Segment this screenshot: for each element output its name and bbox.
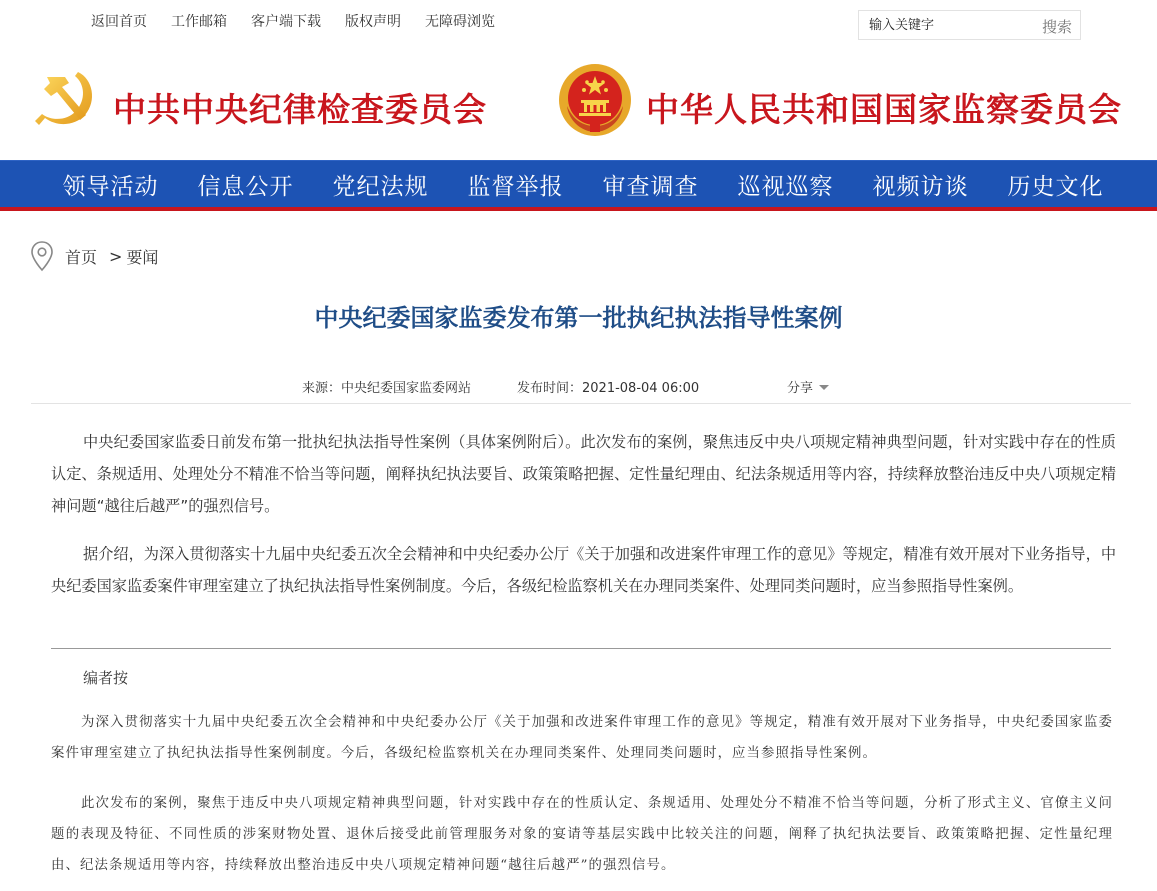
top-links [91,11,519,31]
share-label: 分享 [787,381,814,396]
search-input[interactable] [860,12,1030,38]
article-time: 发布时间：2021-08-04 06:00 [517,381,700,396]
nav-item-investigation[interactable]: 审查调查 [602,174,699,200]
breadcrumb-current[interactable]: 要闻 [126,247,159,267]
article-title: 中央纪委国家监委发布第一批执纪执法指导性案例 [314,304,843,332]
article-meta [0,376,1157,396]
article-paragraph-2: 据介绍，为深入贯彻落实十九届中央纪委五次全会精神和中央纪委办公厅《关于加强和改进案件审理工作的意见》等规定，精准有效开展对下业务指导，中央纪委国家监委案件审理室建立了执纪执法指导性案例制度。今后，各级纪检监察机关在办理同类案件、处理同类问题时，应当参照指导性案例。 [51,545,1116,595]
meta-divider [31,403,1131,404]
breadcrumb [29,240,158,272]
toplink-client[interactable]: 客户端下载 [251,14,321,30]
top-utility-bar [0,0,1157,44]
toplink-mail[interactable]: 工作邮箱 [171,14,227,30]
editor-paragraph-1: 为深入贯彻落实十九届中央纪委五次全会精神和中央纪委办公厅《关于加强和改进案件审理工作的意见》等规定，精准有效开展对下业务指导，中央纪委国家监委案件审理室建立了执纪执法指导性案例制度。今后，各级纪检监察机关在办理同类案件、处理同类问题时，应当参照指导性案例。 [51,715,1113,761]
chevron-down-icon [819,385,829,390]
nav-red-stripe [0,207,1157,211]
breadcrumb-separator: > [109,246,123,266]
editor-note-divider [51,648,1111,649]
nav-item-leadership[interactable]: 领导活动 [62,174,159,200]
nav-item-history[interactable]: 历史文化 [1007,174,1104,200]
nsc-title: 中华人民共和国国家监察委员会 [646,90,1122,129]
toplink-copyright[interactable]: 版权声明 [345,14,401,30]
cpc-ccdi-title: 中共中央纪律检查委员会 [113,90,487,129]
article-source: 来源：中央纪委国家监委网站 [302,381,472,396]
nav-item-info-disclosure[interactable]: 信息公开 [197,174,294,200]
nav-item-video[interactable]: 视频访谈 [872,174,969,200]
editor-paragraph-2: 此次发布的案例，聚焦于违反中央八项规定精神典型问题，针对实践中存在的性质认定、条规适用、处理处分不精准不恰当等问题，分析了形式主义、官僚主义问题的表现及特征、不同性质的涉案财物处置、退休后接受此前管理服务对象的宴请等基层实践中比较关注的问题，阐释了执纪执法要旨、政策策略把握、定性量纪理由、纪法条规适用等内容，持续释放出整治违反中央八项规定精神问题“越往后越严”的强烈信号。 [51,796,1113,873]
party-emblem-icon [31,63,101,133]
share-button[interactable] [787,377,829,396]
nav-item-report[interactable]: 监督举报 [467,174,564,200]
breadcrumb-home[interactable]: 首页 [65,247,98,267]
toplink-home[interactable]: 返回首页 [91,14,147,30]
nav-item-regulations[interactable]: 党纪法规 [332,174,429,200]
search-box [858,10,1081,40]
main-nav [0,160,1157,207]
nav-item-inspection[interactable]: 巡视巡察 [737,174,834,200]
editor-note-label: 编者按 [83,669,129,687]
location-pin-icon [29,240,55,272]
main-nav-items [43,161,1123,208]
search-button[interactable]: 搜索 [1041,18,1072,36]
toplink-accessibility[interactable]: 无障碍浏览 [425,14,495,30]
article-paragraph-1: 中央纪委国家监委日前发布第一批执纪执法指导性案例（具体案例附后）。此次发布的案例，聚焦违反中央八项规定精神典型问题，针对实践中存在的性质认定、条规适用、处理处分不精准不恰当等问题，阐释执纪执法要旨、政策策略把握、定性量纪理由、纪法条规适用等内容，持续释放整治违反中央八项规定精神问题“越往后越严”的强烈信号。 [51,433,1116,515]
national-emblem-icon [557,62,633,138]
site-header [0,50,1157,160]
